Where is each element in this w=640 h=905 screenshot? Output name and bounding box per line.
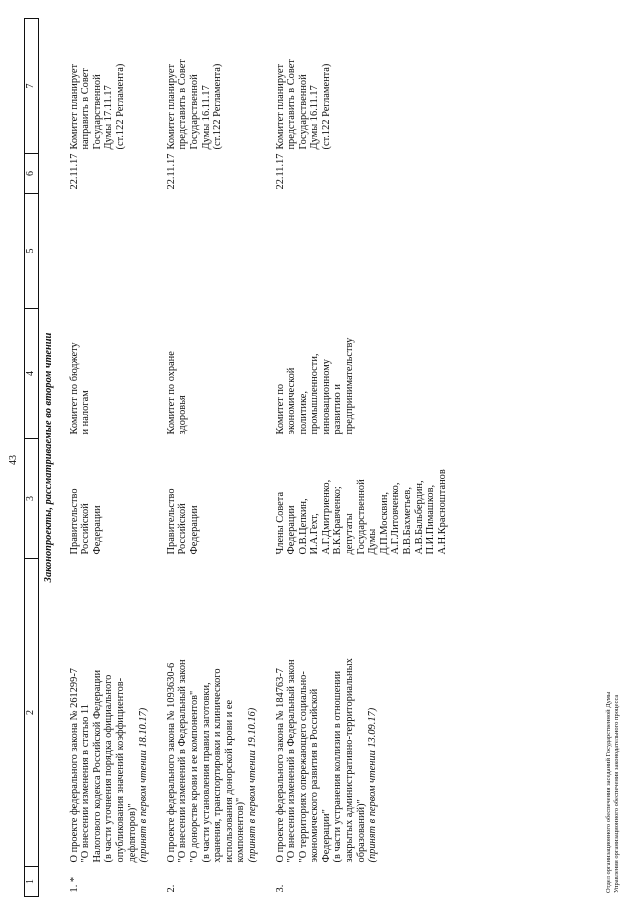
initiator: Правительство Российской Федерации [165,488,200,555]
col5-cell [267,194,457,309]
header-row [25,19,39,897]
plan-cell: Комитет планирует направить в Совет Государственной Думы 17.11.17 (ст.122 Регламента) [68,63,126,150]
table-row [61,19,158,897]
header-col-1: 1 [25,867,39,897]
page-number: 43 [8,455,19,465]
section-title: Законопроекты, рассматриваемые во втором чтении [43,332,54,583]
plan-cell: Комитет планирует представить в Совет Государственной Думы 16.11.17 (ст.122 Регламента) [274,59,332,150]
header-col-2: 2 [25,559,39,867]
plan-cell: Комитет планирует представить в Совет Государственной Думы 16.11.17 (ст.122 Регламента) [165,59,224,150]
row-number: 1. * [68,876,80,893]
header-col-6: 6 [25,154,39,194]
header-col-7: 7 [25,19,39,154]
header-col-3: 3 [25,439,39,559]
date-cell: 22.11.17 [68,153,80,190]
bills-table [24,18,456,897]
committee: Комитет по охране здоровья [165,351,189,435]
first-reading-note: (принят в первом чтении 19.10.16) [246,707,258,863]
initiator: Члены Совета Федерации О.В.Цепкин, И.А.Гехт, А.Г.Дмитриенко, В.К.Кравченко; депутаты Государственной Думы Д.П.Москвин, А.Г.Литовченко, В.В.Бахметьев, А.В.Бальбердин, П.И.Пимашков, А.Н.Красноштанов [274,469,448,555]
committee: Комитет по бюджету и налогам [68,342,92,435]
committee: Комитет по экономической политике, промышленности, инновационному развитию и предпринимательству [274,337,356,435]
bill-description: О проекте федерального закона № 261299-7 "О внесении изменения в статью 11 Налогового кодекса Российской Федерации (в части уточнения порядка официального опубликования значений коэффициентов- дефляторов)" (принят в первом чтении 18.10.17) [61,559,158,867]
footer-line: Отдел организационного обеспечения заседаний Государственной Думы [605,691,612,893]
header-col-4: 4 [25,309,39,439]
header-col-5: 5 [25,194,39,309]
row-number: 3. [274,884,286,893]
footer [605,692,621,893]
table-row [158,19,267,897]
table-row [267,19,457,897]
bill-description: О проекте федерального закона № 184763-7 "О внесении изменений в Федеральный закон "О территориях опережающего социально- экономического развития в Российской Федерации" (в части устранения коллизии в отношении закрытых административно-территориальных образований)" (принят в первом чтении 13.09.17) [267,559,457,867]
first-reading-note: (принят в первом чтении 18.10.17) [138,707,150,863]
date-cell: 22.11.17 [165,153,177,190]
row-number: 2. [165,884,177,893]
col5-cell [158,194,267,309]
first-reading-note: (принят в первом чтении 13.09.17) [367,707,379,863]
date-cell: 22.11.17 [274,153,286,190]
footer-line: Управления организационного обеспечения законодательного процесса [613,694,620,893]
bill-description: О проекте федерального закона № 1093630-6 "О внесении изменений в Федеральный закон "О донорстве крови и ее компонентов" (в части установления правил заготовки, хранения, транспортировки и клинического использования донорской крови и ее компонентов)" (принят в первом чтении 19.10.16) [158,559,267,867]
col5-cell [61,194,158,309]
initiator: Правительство Российской Федерации [68,488,103,555]
